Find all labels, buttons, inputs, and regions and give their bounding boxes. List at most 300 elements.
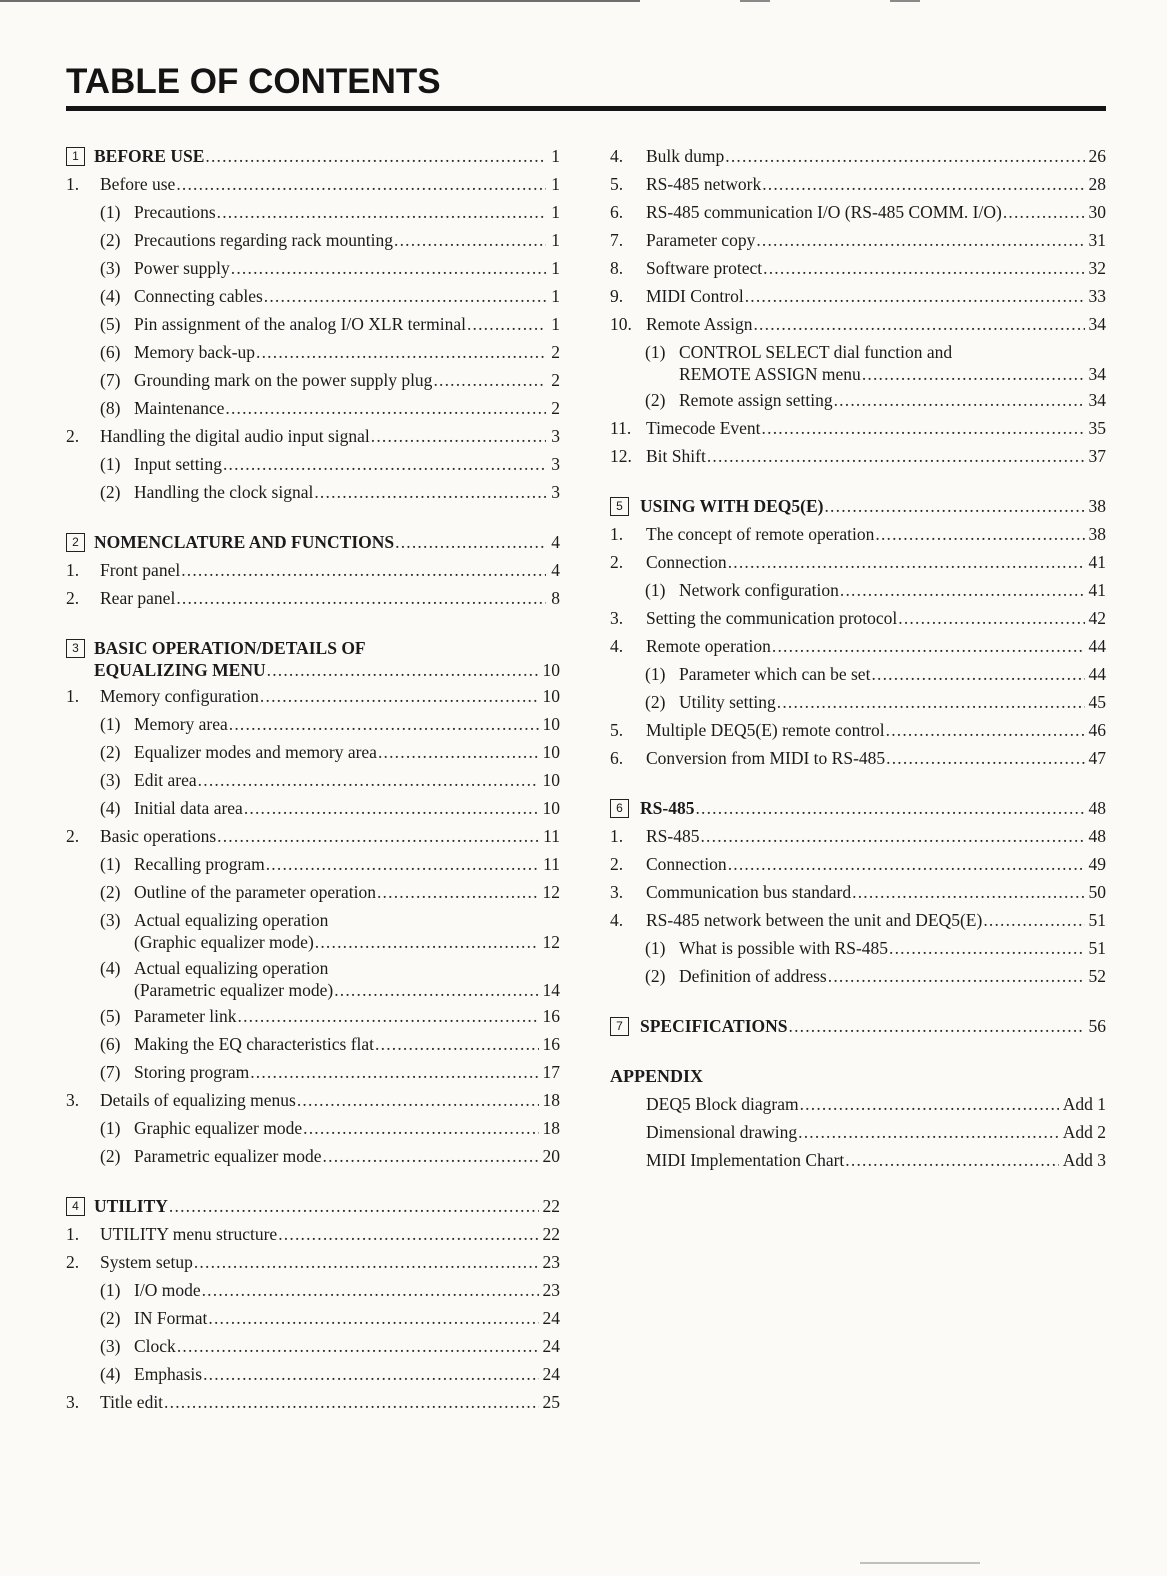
page-number: 35: [1088, 418, 1106, 438]
toc-section-entry[interactable]: [610, 492, 1106, 520]
entry-label: Memory back-up: [134, 342, 256, 362]
entry-number: (3): [100, 258, 121, 278]
entry-label: RS-485: [646, 826, 700, 846]
toc-entry[interactable]: [66, 1002, 560, 1030]
toc-entry[interactable]: [66, 450, 560, 478]
page-number: 2: [551, 370, 560, 390]
toc-entry[interactable]: [610, 226, 1106, 254]
entry-label: Parametric equalizer mode: [134, 1146, 322, 1166]
entry-label: Parameter copy: [646, 230, 756, 250]
title-rule: [66, 106, 1106, 111]
dot-leader: [378, 738, 539, 766]
page-number: 24: [542, 1308, 560, 1328]
dot-leader: [394, 226, 546, 254]
toc-entry[interactable]: [66, 1142, 560, 1170]
toc-entry[interactable]: [610, 604, 1106, 632]
page-number: 41: [1088, 552, 1106, 572]
page-number: 33: [1088, 286, 1106, 306]
page-number: 25: [542, 1392, 560, 1412]
toc-entry[interactable]: [610, 822, 1106, 850]
entry-number: (3): [100, 1336, 121, 1356]
entry-label: Definition of address: [679, 966, 827, 986]
dot-leader: [777, 688, 1085, 716]
page-number: 11: [543, 854, 560, 874]
entry-label: Utility setting: [679, 692, 776, 712]
dot-leader: [217, 198, 546, 226]
entry-label: Grounding mark on the power supply plug: [134, 370, 433, 390]
entry-label: Handling the clock signal: [134, 482, 314, 502]
entry-label: Front panel: [100, 560, 181, 580]
page-number: 28: [1088, 174, 1106, 194]
scan-edge-mark: [890, 0, 920, 2]
dot-leader: [852, 878, 1084, 906]
toc-entry[interactable]: [66, 338, 560, 366]
page-number: 17: [542, 1062, 560, 1082]
page-number: Add 2: [1062, 1122, 1106, 1142]
entry-number: (2): [645, 692, 666, 712]
entry-label: NOMENCLATURE AND FUNCTIONS: [94, 532, 395, 552]
toc-entry[interactable]: [610, 744, 1106, 772]
entry-label: Connection: [646, 552, 727, 572]
dot-leader: [203, 1360, 538, 1388]
page-number: 22: [542, 1196, 560, 1216]
dot-leader: [176, 170, 546, 198]
entry-number: 12.: [610, 446, 632, 466]
toc-entry[interactable]: [610, 934, 1106, 962]
entry-label: REMOTE ASSIGN menu: [679, 364, 861, 384]
toc-entry[interactable]: [66, 850, 560, 878]
entry-number: 1.: [66, 1224, 80, 1244]
dot-leader: [467, 310, 546, 338]
toc-section-entry[interactable]: [66, 1192, 560, 1220]
dot-leader: [267, 656, 539, 684]
toc-entry[interactable]: [66, 478, 560, 506]
dot-leader: [225, 394, 546, 422]
toc-entry[interactable]: [66, 738, 560, 766]
section-number: [66, 528, 85, 556]
toc-entry[interactable]: [66, 170, 560, 198]
entry-number: (1): [645, 580, 666, 600]
toc-entry[interactable]: [66, 682, 560, 710]
toc-entry[interactable]: [610, 282, 1106, 310]
dot-leader: [314, 478, 546, 506]
dot-leader: [244, 794, 539, 822]
page-number: 12: [542, 932, 560, 952]
dot-leader: [260, 682, 539, 710]
toc-entry[interactable]: [66, 1360, 560, 1388]
page-number: 16: [542, 1006, 560, 1026]
page-number: 10: [542, 742, 560, 762]
toc-entry[interactable]: [66, 1086, 560, 1114]
page-number: 3: [551, 454, 560, 474]
appendix-entry[interactable]: [610, 1090, 1106, 1118]
entry-number: (1): [100, 1118, 121, 1138]
dot-leader: [266, 850, 539, 878]
page-number: 1: [551, 146, 560, 166]
section-number-box: 2: [66, 533, 85, 552]
entry-number: 1.: [610, 826, 624, 846]
entry-label: Power supply: [134, 258, 230, 278]
entry-label: I/O mode: [134, 1280, 201, 1300]
entry-label: Remote assign setting: [679, 390, 833, 410]
dot-leader: [264, 282, 546, 310]
entry-number: 2.: [610, 552, 624, 572]
dot-leader: [840, 576, 1085, 604]
dot-leader: [297, 1086, 539, 1114]
toc-entry[interactable]: [66, 366, 560, 394]
toc-entry[interactable]: [610, 520, 1106, 548]
toc-entry[interactable]: [610, 254, 1106, 282]
entry-label: The concept of remote operation: [646, 524, 875, 544]
entry-number: (1): [100, 454, 121, 474]
entry-number: (5): [100, 1006, 121, 1026]
entry-number: 2.: [66, 1252, 80, 1272]
page-number: 18: [542, 1090, 560, 1110]
dot-leader: [756, 226, 1084, 254]
toc-entry[interactable]: [610, 386, 1106, 414]
toc-entry[interactable]: [66, 878, 560, 906]
toc-entry[interactable]: [66, 766, 560, 794]
dot-leader: [886, 716, 1085, 744]
section-number-box: 7: [610, 1017, 629, 1036]
page-number: 24: [542, 1336, 560, 1356]
entry-number: (6): [100, 1034, 121, 1054]
toc-entry[interactable]: [66, 1030, 560, 1058]
entry-label: DEQ5 Block diagram: [646, 1094, 799, 1114]
entry-number: 6.: [610, 748, 624, 768]
page-number: 18: [542, 1118, 560, 1138]
dot-leader: [334, 976, 538, 1004]
toc-entry[interactable]: [610, 414, 1106, 442]
dot-leader: [181, 556, 546, 584]
entry-label: Handling the digital audio input signal: [100, 426, 370, 446]
entry-label: Timecode Event: [646, 418, 761, 438]
page-number: 26: [1088, 146, 1106, 166]
section-number-box: 1: [66, 147, 85, 166]
dot-leader: [728, 850, 1085, 878]
toc-section-entry[interactable]: [66, 634, 560, 682]
entry-number: 11.: [610, 418, 632, 438]
toc-entry[interactable]: [610, 878, 1106, 906]
page-number: 37: [1088, 446, 1106, 466]
toc-entry[interactable]: [610, 442, 1106, 470]
entry-label: Parameter link: [134, 1006, 237, 1026]
toc-entry[interactable]: [66, 1332, 560, 1360]
entry-number: (1): [645, 938, 666, 958]
entry-label: Network configuration: [679, 580, 839, 600]
toc-entry[interactable]: [610, 906, 1106, 934]
page-number: 47: [1088, 748, 1106, 768]
dot-leader: [798, 1118, 1059, 1146]
dot-leader: [205, 142, 546, 170]
toc-entry[interactable]: [610, 688, 1106, 716]
entry-number: (4): [100, 1364, 121, 1384]
dot-leader: [845, 1146, 1058, 1174]
entry-label: Emphasis: [134, 1364, 203, 1384]
page-number: 49: [1088, 854, 1106, 874]
dot-leader: [889, 934, 1084, 962]
entry-label: Details of equalizing menus: [100, 1090, 296, 1110]
entry-label: IN Format: [134, 1308, 208, 1328]
dot-leader: [728, 548, 1085, 576]
toc-entry[interactable]: [610, 632, 1106, 660]
entry-number: (5): [100, 314, 121, 334]
page-number: 1: [551, 202, 560, 222]
page-number: 1: [551, 230, 560, 250]
entry-label: Actual equalizing operation: [134, 958, 329, 978]
toc-entry[interactable]: [66, 1304, 560, 1332]
entry-number: (1): [645, 342, 666, 362]
entry-label: Bit Shift: [646, 446, 706, 466]
entry-label: Clock: [134, 1336, 176, 1356]
page-number: 34: [1088, 364, 1106, 384]
dot-leader: [164, 1388, 538, 1416]
toc-entry[interactable]: [610, 850, 1106, 878]
entry-label: Memory area: [134, 714, 228, 734]
entry-label: System setup: [100, 1252, 193, 1272]
entry-label: BASIC OPERATION/DETAILS OF: [94, 638, 366, 658]
dot-leader: [377, 878, 539, 906]
entry-label: What is possible with RS-485: [679, 938, 889, 958]
toc-section-entry[interactable]: [66, 528, 560, 556]
section-number-box: 6: [610, 799, 629, 818]
entry-label: Communication bus standard: [646, 882, 852, 902]
toc-entry[interactable]: [610, 338, 1106, 386]
entry-label: (Graphic equalizer mode): [134, 932, 314, 952]
dot-leader: [871, 660, 1084, 688]
appendix-list: [610, 1090, 1106, 1174]
toc-section-entry[interactable]: [66, 142, 560, 170]
toc-entry[interactable]: [610, 660, 1106, 688]
page-number: 51: [1088, 938, 1106, 958]
toc-entry[interactable]: [610, 310, 1106, 338]
entry-label: RS-485 network between the unit and DEQ5(E): [646, 910, 983, 930]
entry-number: (8): [100, 398, 121, 418]
section-number: [610, 1012, 629, 1040]
entry-number: (3): [100, 770, 121, 790]
dot-leader: [763, 254, 1084, 282]
page-number: 41: [1088, 580, 1106, 600]
toc-entry[interactable]: [66, 1248, 560, 1276]
dot-leader: [789, 1012, 1085, 1040]
page-number: 56: [1088, 1016, 1106, 1036]
entry-number: 4.: [610, 910, 624, 930]
toc-entry[interactable]: [66, 954, 560, 1002]
page-number: 10: [542, 714, 560, 734]
entry-number: 2.: [66, 588, 80, 608]
appendix-entry[interactable]: [610, 1146, 1106, 1174]
entry-label: Connecting cables: [134, 286, 263, 306]
entry-number: 6.: [610, 202, 624, 222]
toc-entry[interactable]: [610, 576, 1106, 604]
dot-leader: [231, 254, 546, 282]
entry-label: Memory configuration: [100, 686, 259, 706]
entry-label: Maintenance: [134, 398, 225, 418]
entry-label: RS-485 communication I/O (RS-485 COMM. I/O): [646, 202, 1002, 222]
entry-number: (4): [100, 798, 121, 818]
dot-leader: [198, 766, 539, 794]
appendix-heading: APPENDIX: [610, 1066, 703, 1086]
dot-leader: [371, 422, 546, 450]
toc-entry[interactable]: [66, 1388, 560, 1416]
dot-leader: [194, 1248, 539, 1276]
entry-label: MIDI Control: [646, 286, 744, 306]
entry-number: 1.: [66, 174, 80, 194]
dot-leader: [229, 710, 539, 738]
page-number: 24: [542, 1364, 560, 1384]
toc-section-entry[interactable]: [610, 794, 1106, 822]
page-number: 10: [542, 686, 560, 706]
page-number: 46: [1088, 720, 1106, 740]
entry-label: USING WITH DEQ5(E): [640, 496, 824, 516]
entry-number: 4.: [610, 146, 624, 166]
entry-number: 9.: [610, 286, 624, 306]
page-number: 42: [1088, 608, 1106, 628]
toc-entry[interactable]: [66, 226, 560, 254]
entry-label: Connection: [646, 854, 727, 874]
entry-number: 2.: [66, 826, 80, 846]
toc-entry[interactable]: [66, 710, 560, 738]
entry-number: (4): [100, 286, 121, 306]
entry-label: Making the EQ characteristics flat: [134, 1034, 375, 1054]
dot-leader: [700, 822, 1084, 850]
entry-number: (1): [100, 202, 121, 222]
entry-number: (1): [645, 664, 666, 684]
section-number: [610, 492, 629, 520]
entry-number: 1.: [610, 524, 624, 544]
page-number: 1: [551, 258, 560, 278]
dot-leader: [725, 142, 1084, 170]
toc-entry[interactable]: [66, 254, 560, 282]
entry-number: 3.: [66, 1090, 80, 1110]
page-number: 10: [542, 660, 560, 680]
entry-label: BEFORE USE: [94, 146, 205, 166]
entry-label: Dimensional drawing: [646, 1122, 798, 1142]
entry-number: (1): [100, 1280, 121, 1300]
dot-leader: [315, 928, 539, 956]
toc-entry[interactable]: [66, 556, 560, 584]
dot-leader: [862, 360, 1085, 388]
page-number: 4: [551, 532, 560, 552]
section-number-box: 4: [66, 1197, 85, 1216]
toc-entry[interactable]: [610, 142, 1106, 170]
dot-leader: [323, 1142, 539, 1170]
entry-label: Pin assignment of the analog I/O XLR terminal: [134, 314, 466, 334]
entry-label: Conversion from MIDI to RS-485: [646, 748, 886, 768]
toc-entry[interactable]: [66, 1220, 560, 1248]
dot-leader: [762, 414, 1085, 442]
dot-leader: [278, 1220, 538, 1248]
entry-label: UTILITY: [94, 1196, 168, 1216]
dot-leader: [745, 282, 1085, 310]
entry-label: Initial data area: [134, 798, 243, 818]
toc-entry[interactable]: [66, 394, 560, 422]
toc-entry[interactable]: [66, 1058, 560, 1086]
toc-entry[interactable]: [610, 962, 1106, 990]
toc-entry[interactable]: [66, 282, 560, 310]
toc-section-entry[interactable]: [610, 1012, 1106, 1040]
page-number: 23: [542, 1280, 560, 1300]
section-number-box: 5: [610, 497, 629, 516]
entry-label: Edit area: [134, 770, 197, 790]
toc-entry[interactable]: [610, 548, 1106, 576]
toc-entry[interactable]: [610, 198, 1106, 226]
page-number: Add 1: [1062, 1094, 1106, 1114]
scan-edge-mark: [740, 0, 770, 2]
dot-leader: [238, 1002, 539, 1030]
page-number: 52: [1088, 966, 1106, 986]
section-number: [610, 794, 629, 822]
entry-number: 1.: [66, 686, 80, 706]
entry-label: Precautions: [134, 202, 216, 222]
toc-entry[interactable]: [66, 1114, 560, 1142]
dot-leader: [875, 520, 1084, 548]
section-number: [66, 1192, 85, 1220]
dot-leader: [824, 492, 1084, 520]
toc-entry[interactable]: [610, 170, 1106, 198]
entry-number: (2): [645, 966, 666, 986]
toc-entry[interactable]: [66, 794, 560, 822]
entry-label: Input setting: [134, 454, 222, 474]
toc-entry[interactable]: [66, 422, 560, 450]
toc-entry[interactable]: [66, 906, 560, 954]
entry-number: (2): [100, 230, 121, 250]
dot-leader: [433, 366, 546, 394]
entry-number: (2): [645, 390, 666, 410]
page-number: 8: [551, 588, 560, 608]
appendix-entry[interactable]: [610, 1118, 1106, 1146]
page-number: 34: [1088, 390, 1106, 410]
entry-label: Before use: [100, 174, 176, 194]
entry-label: Title edit: [100, 1392, 164, 1412]
toc-entry[interactable]: [66, 584, 560, 612]
page-number: 30: [1088, 202, 1106, 222]
page-number: 22: [542, 1224, 560, 1244]
entry-number: (4): [100, 958, 121, 978]
page-number: 2: [551, 398, 560, 418]
dot-leader: [217, 822, 539, 850]
entry-number: 2.: [610, 854, 624, 874]
dot-leader: [753, 310, 1084, 338]
toc-entry[interactable]: [610, 716, 1106, 744]
page-number: 44: [1088, 664, 1106, 684]
page-number: 14: [542, 980, 560, 1000]
entry-number: 5.: [610, 174, 624, 194]
page-number: 10: [542, 798, 560, 818]
page-number: 1: [551, 174, 560, 194]
entry-label: Outline of the parameter operation: [134, 882, 376, 902]
toc-entry[interactable]: [66, 198, 560, 226]
entry-label: EQUALIZING MENU: [94, 660, 266, 680]
entry-label: CONTROL SELECT dial function and: [679, 342, 953, 362]
toc-entry[interactable]: [66, 822, 560, 850]
dot-leader: [695, 794, 1084, 822]
dot-leader: [834, 386, 1085, 414]
entry-number: 2.: [66, 426, 80, 446]
entry-number: (2): [100, 742, 121, 762]
dot-leader: [223, 450, 546, 478]
page-number: Add 3: [1062, 1150, 1106, 1170]
page-number: 1: [551, 314, 560, 334]
entry-label: Software protect: [646, 258, 763, 278]
page-number: 3: [551, 426, 560, 446]
toc-entry[interactable]: [66, 1276, 560, 1304]
page-number: 11: [543, 826, 560, 846]
entry-number: (2): [100, 482, 121, 502]
entry-label: Graphic equalizer mode: [134, 1118, 303, 1138]
dot-leader: [256, 338, 546, 366]
toc-entry[interactable]: [66, 310, 560, 338]
